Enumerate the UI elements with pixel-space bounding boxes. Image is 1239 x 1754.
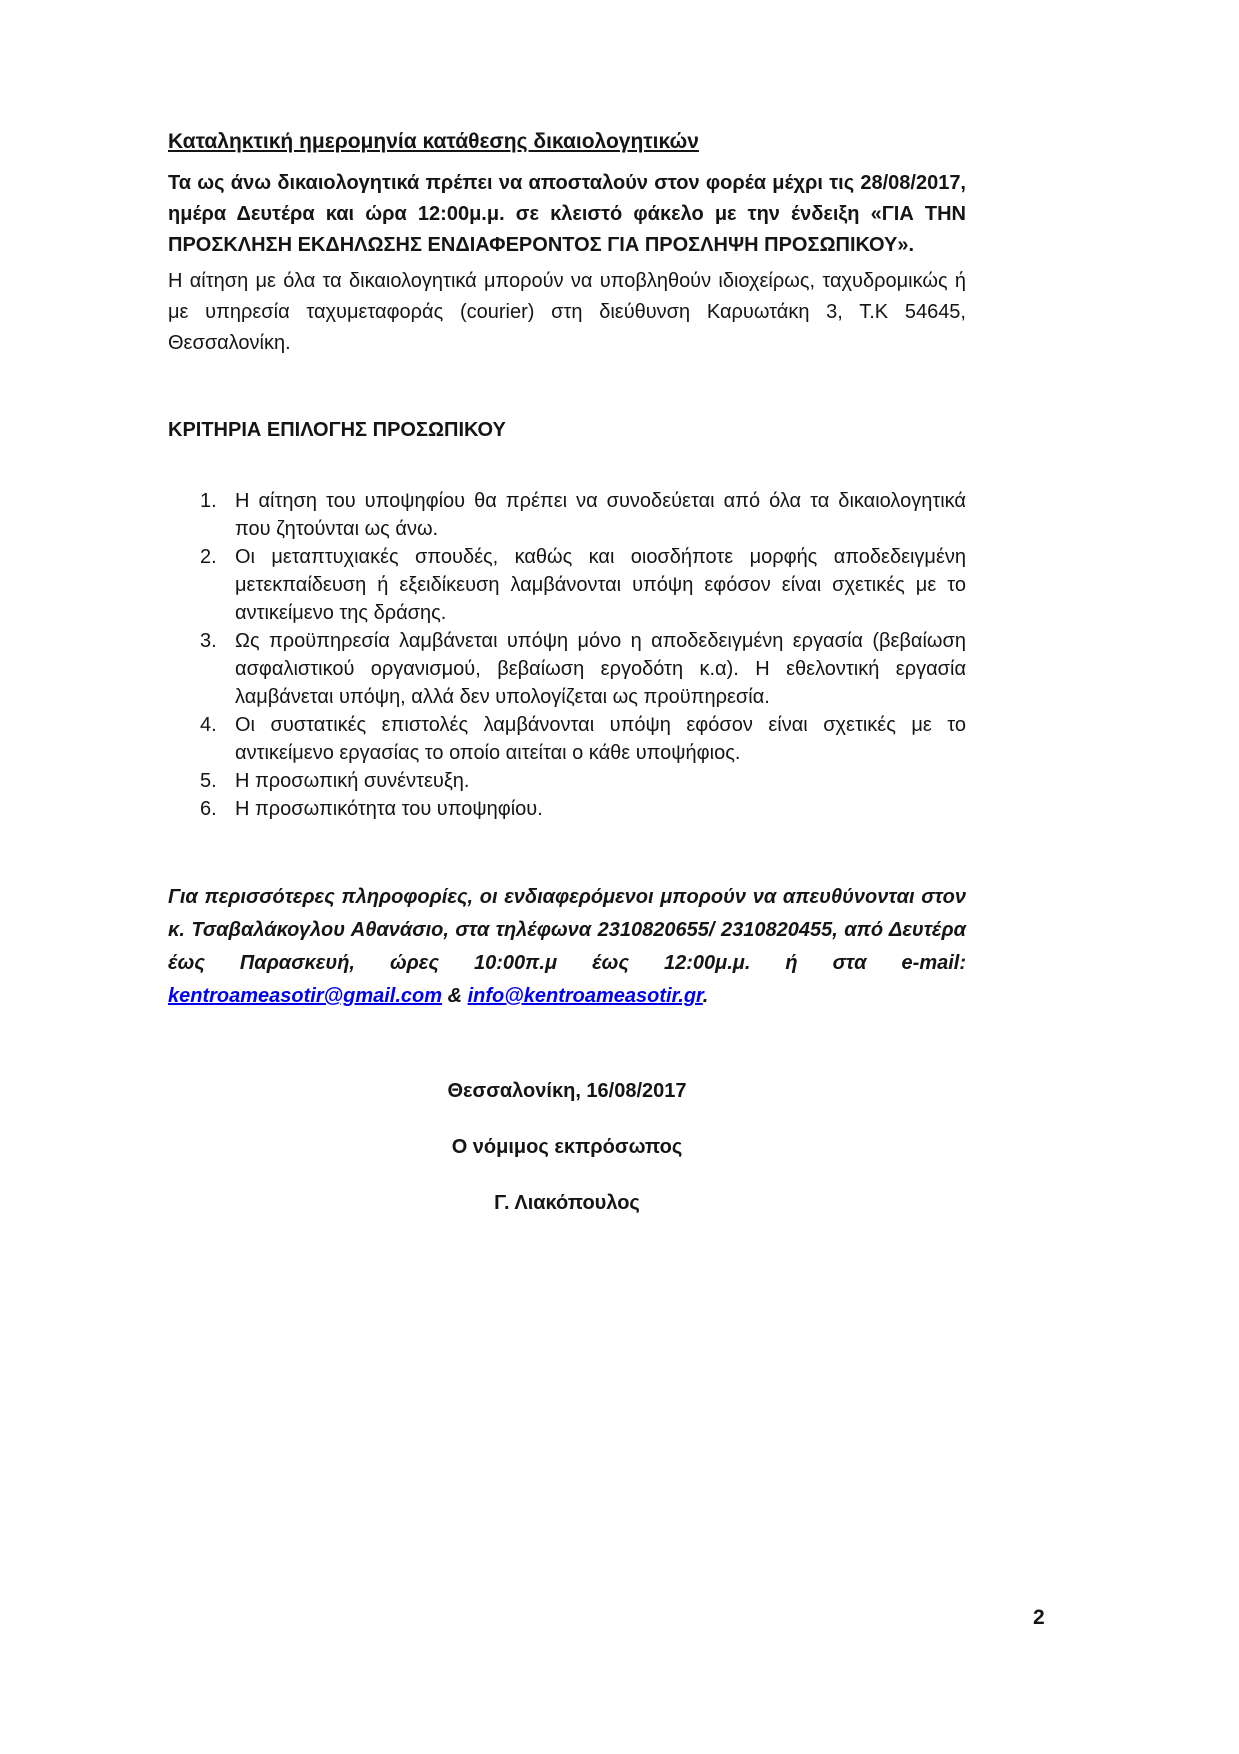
criteria-section-heading: ΚΡΙΤΗΡΙΑ ΕΠΙΛΟΓΗΣ ΠΡΟΣΩΠΙΚΟΥ [168, 419, 506, 441]
list-item-number: 6. [200, 798, 217, 820]
signature-block [168, 1077, 966, 1217]
list-item [168, 795, 966, 823]
list-item-number: 1. [200, 490, 217, 512]
list-item-text: Ως προϋπηρεσία λαμβάνεται υπόψη μόνο η αποδεδειγμένη εργασία (βεβαίωση ασφαλιστικού οργανισμού, βεβαίωση εργοδότη κ.α). Η εθελοντική εργασία λαμβάνεται υπόψη, αλλά δεν υπολογίζεται ως προϋπηρεσία. [235, 630, 966, 708]
list-item [168, 627, 966, 711]
list-item [168, 711, 966, 767]
list-item-number: 4. [200, 714, 217, 736]
page-number: 2 [1033, 1606, 1045, 1629]
email-link-gmail[interactable]: kentroameasotir@gmail.com [168, 985, 443, 1007]
contact-terminator: . [702, 985, 709, 1007]
list-item-number: 5. [200, 770, 217, 792]
deadline-section-title: Καταληκτική ημερομηνία κατάθεσης δικαιολογητικών [168, 130, 699, 153]
list-item-text: Η αίτηση του υποψηφίου θα πρέπει να συνοδεύεται από όλα τα δικαιολογητικά που ζητούνται ως άνω. [235, 490, 966, 540]
list-item-text: Οι μεταπτυχιακές σπουδές, καθώς και οιοσδήποτε μορφής αποδεδειγμένη μετεκπαίδευση ή εξειδίκευση λαμβάνονται υπόψη εφόσον είναι σχετικές με το αντικείμενο της δράσης. [235, 546, 966, 624]
contact-info-paragraph [168, 881, 966, 1013]
list-item [168, 487, 966, 543]
list-item [168, 543, 966, 627]
signature-place-date: Θεσσαλονίκη, 16/08/2017 [447, 1080, 687, 1102]
document-content [168, 128, 966, 1245]
submission-methods-paragraph: Η αίτηση με όλα τα δικαιολογητικά μπορούν να υποβληθούν ιδιοχείρως, ταχυδρομικώς ή με υπηρεσία ταχυμεταφοράς (courier) στη διεύθυνση Καρυωτάκη 3, Τ.Κ 54645, Θεσσαλονίκη. [168, 270, 966, 354]
list-item [168, 767, 966, 795]
email-link-kentroameasotir[interactable]: info@kentroameasotir.gr [467, 985, 703, 1007]
signature-role: Ο νόμιμος εκπρόσωπος [451, 1136, 683, 1158]
deadline-bold-paragraph: Τα ως άνω δικαιολογητικά πρέπει να αποσταλούν στον φορέα μέχρι τις 28/08/2017, ημέρα Δευτέρα και ώρα 12:00μ.μ. σε κλειστό φάκελο με την ένδειξη «ΓΙΑ ΤΗΝ ΠΡΟΣΚΛΗΣΗ ΕΚΔΗΛΩΣΗΣ ΕΝΔΙΑΦΕΡΟΝΤΟΣ ΓΙΑ ΠΡΟΣΛΗΨΗ ΠΡΟΣΩΠΙΚΟΥ». [168, 172, 966, 256]
list-item-number: 2. [200, 546, 217, 568]
contact-text: Για περισσότερες πληροφορίες, οι ενδιαφερόμενοι μπορούν να απευθύνονται στον κ. Τσαβαλάκογλου Αθανάσιο, στα τηλέφωνα 2310820655/ 2310820455, από Δευτέρα έως Παρασκευή, ώρες 10:00π.μ έως 12:00μ.μ. ή στα e-mail: [168, 886, 966, 974]
list-item-text: Η προσωπική συνέντευξη. [235, 770, 470, 792]
list-item-number: 3. [200, 630, 217, 652]
list-item-text: Η προσωπικότητα του υποψηφίου. [235, 798, 543, 820]
criteria-list [168, 487, 966, 823]
signature-name: Γ. Λιακόπουλος [494, 1192, 640, 1214]
contact-separator: & [442, 985, 468, 1007]
list-item-text: Οι συστατικές επιστολές λαμβάνονται υπόψη εφόσον είναι σχετικές με το αντικείμενο εργασίας το οποίο αιτείται ο κάθε υποψήφιος. [235, 714, 966, 764]
